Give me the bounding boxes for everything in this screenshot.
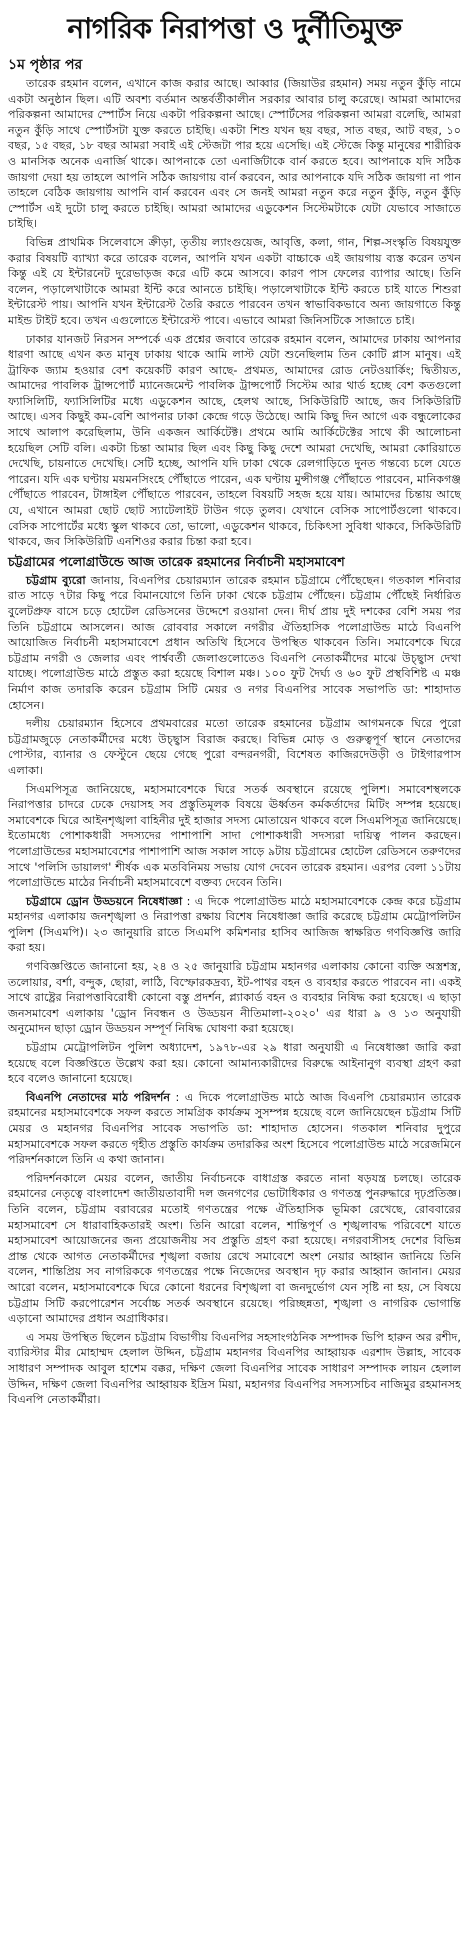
article-headline: নাগরিক নিরাপত্তা ও দুর্নীতিমুক্ত bbox=[67, 12, 402, 45]
paragraph: সিএমপিসূত্র জানিয়েছে, মহাসমাবেশকে ঘিরে সতর্ক অবস্থানে রয়েছে পুলিশ। সমাবেশস্থলকে নিরাপত্তার চাদরে ঢেকে দেয়াসহ সব প্রস্তুতিমূলক বিষয়ে ঊর্ধ্বতন কর্মকর্তাদের মিটিং সম্পন্ন হয়েছে। সমাবেশকে ঘিরে আইনশৃঙ্খলা বাহিনীর দুই হাজার সদস্য মোতায়েন থাকবে বলে সিএমপিসূত্র জানিয়েছে। ইতোমধ্যে পোশাকধারী সদস্যদের পাশাপাশি সাদা পোশাকধারী সদস্যরা দায়িত্ব পালন করছেন। পলোগ্রাউন্ডের মহাসমাবেশের পাশাপাশি আজ সকাল সাড়ে ৯টায় চট্টগ্রামের হোটেল রেডিসনে তরুণদের সাথে 'পলিসি ডায়ালগ' শীর্ষক এক মতবিনিময় সভায় যোগ দেবেন তারেক রহমান। এরপর বেলা ১১টায় পলোগ্রাউন্ডে মাঠের নির্বাচনী মহাসমাবেশে বক্তব্য দেবেন তিনি। bbox=[8, 782, 461, 890]
paragraph: চট্টগ্রাম মেট্রোপলিটন পুলিশ অধ্যাদেশ, ১৯৭৮-এর ২৯ ধারা অনুযায়ী এ নিষেধাজ্ঞা জারি করা হয়েছে বলে বিজ্ঞপ্তিতে উল্লেখ করা হয়। কোনো আমান্যকারীদের বিরুদ্ধে আইনানুগ ব্যবস্থা গ্রহণ করা হবে বলেও জানানো হয়েছে। bbox=[8, 1041, 461, 1086]
paragraph bbox=[8, 573, 461, 713]
paragraph: বিভিন্ন প্রাথমিক সিলেবাসে ক্রীড়া, তৃতীয় ল্যাংগুয়েজ, আবৃত্তি, কলা, গান, শিল্প-সংস্কৃতি বিষয়যুক্ত করার বিষয়টি ব্যাখ্যা করে তারেক বলেন, আপনি যখন একটা বাচ্চাকে এই জায়গায় ব্যস্ত করেন তখন কিন্তু এই যে ইন্টারনেট দুরেভাড়জ করে এটি কমে আসবে। কারণ পাস ফেলের ব্যাপার আছে। তিনি বলেন, পড়ালেখাটাকে আমরা ইন্টি করে আনতে চাইছি। পড়ালেখাটাকে ইন্টি করতে চাই যাতে শিশুরা ইন্টারেস্ট পায়। আপনি যখন ইন্টারেস্ট তৈরি করতে পারবেন তখন স্বাভাবিকভাবে অন্য জায়গাতে কিন্তু মাইন্ড টাইট হবে। তখন এগুলোতে ইন্টারেস্ট পাবে। এভাবে আমরা জিনিসটিকে সাজাতে চাই। bbox=[8, 235, 461, 327]
inline-subheading: চট্টগ্রামে ড্রোন উড্ডয়নে নিষেধাজ্ঞা bbox=[26, 894, 183, 908]
paragraph-text: জানায়, বিএনপির চেয়ারম্যান তারেক রহমান চট্টগ্রামে পৌঁছেছেন। গতকাল শনিবার রাত সাড়ে ৭টার কিছু পরে বিমানযোগে তিনি ঢাকা থেকে চট্টগ্রাম পৌঁছেন। চট্টগ্রাম পৌঁছেই নির্ধারিত বুলেটপ্রুফ বাসে চড়ে হোটেল রেডিসনের উদ্দেশে রওয়ানা দেন। দীর্ঘ প্রায় দুই দশকের বেশি সময় পর তিনি চট্টগ্রামে আসলেন। আজ রোববার সকালে নগরীর ঐতিহাসিক পলোগ্রাউন্ড মাঠে বিএনপি আয়োজিত নির্বাচনী মহাসমাবেশে প্রধান অতিথি হিসেবে উপস্থিত থাকবেন তিনি। সমাবেশকে ঘিরে চট্টগ্রাম নগরী ও জেলার এবং পার্শ্ববর্তী জেলাগুলোতেও বিএনপি নেতাকর্মীদের মাঝে উচ্ছ্বাস দেখা যাচ্ছে। পলোগ্রাউন্ড মাঠে প্রস্তুত করা হয়েছে বিশাল মঞ্চ। ১০০ ফুট দৈর্ঘ্য ও ৬০ ফুট প্রস্থবিশিষ্ট এ মঞ্চ নির্মাণ কাজ তদারকি করেন চট্টগ্রাম সিটি মেয়র ও নগর বিএনপির সাবেক সভাপতি ডা: শাহাদাত হোসেন। bbox=[8, 573, 461, 712]
paragraph bbox=[8, 1090, 461, 1168]
paragraph: এ সময় উপস্থিত ছিলেন চট্টগ্রাম বিভাগীয় বিএনপির সহসাংগঠনিক সম্পাদক ভিপি হারুন অর রশীদ, ব্যারিস্টার মীর মোহাম্মদ হেলাল উদ্দিন, চট্টগ্রাম মহানগর বিএনপির আহ্বায়ক এরশাদ উল্লাহ, সাবেক সাধারণ সম্পাদক আবুল হাশেম বক্কর, দক্ষিণ জেলা বিএনপির সাবেক সাধারণ সম্পাদক লায়ন হেলাল উদ্দিন, দক্ষিণ জেলা বিএনপির আহ্বায়ক ইদ্রিস মিয়া, মহানগর বিএনপির সদস্যসচিব নাজিমুর রহমানসহ বিএনপি নেতাকর্মীরা। bbox=[8, 1330, 461, 1407]
section-subheading: চট্টগ্রামের পলোগ্রাউন্ডে আজ তারেক রহমানের নির্বাচনী মহাসমাবেশ bbox=[8, 553, 345, 569]
paragraph: পরিদর্শনকালে মেয়র বলেন, জাতীয় নির্বাচনকে বাধাগ্রস্ত করতে নানা ষড়যন্ত্র চলছে। তারেক রহমানের নেতৃত্বে বাংলাদেশ জাতীয়তাবাদী দল জনগণের ভোটাধিকার ও গণতন্ত্র পুনরুদ্ধারে দৃঢ়প্রতিজ্ঞ। তিনি বলেন, চট্টগ্রাম বরাবরের মতোই গণতন্ত্রের পক্ষে ঐতিহাসিক ভূমিকা রেখেছে, রোববারের মহাসমাবেশ সে ধারাবাহিকতারই অংশ। তিনি আরো বলেন, শান্তিপূর্ণ ও শৃঙ্খলাবদ্ধ পরিবেশে যাতে মহাসমাবেশ আয়োজনের জন্য প্রয়োজনীয় সব প্রস্তুতি গ্রহণ করা হয়েছে। নগরবাসীসহ দেশের বিভিন্ন প্রান্ত থেকে আগত নেতাকর্মীদের শৃঙ্খলা বজায় রেখে সমাবেশে অংশ নেয়ার আহ্বান জানিয়ে তিনি বলেন, শান্তিপ্রিয় সব নাগরিককে গণতন্ত্রের পক্ষে নিজেদের অবস্থান দৃঢ় করার আহ্বান জানান। মেয়র আরো বলেন, মহাসমাবেশকে ঘিরে কোনো ধরনের বিশৃঙ্খলা বা জনদুর্ভোগ যেন সৃষ্টি না হয়, সে বিষয়ে চট্টগ্রাম সিটি করপোরেশন সর্বোচ্চ সতর্ক অবস্থানে রয়েছে। পরিচ্ছন্নতা, শৃঙ্খলা ও নাগরিক ভোগান্তি এড়ানো আমাদের প্রধান অগ্রাধিকার। bbox=[8, 1171, 461, 1326]
paragraph-text: : এ দিকে পলোগ্রাউন্ড মাঠে মহাসমাবেশকে কেন্দ্র করে চট্টগ্রাম মহানগর এলাকায় জনশৃঙ্খলা ও নিরাপত্তা রক্ষায় বিশেষ নিষেধাজ্ঞা জারি করেছে চট্টগ্রাম মেট্রোপলিটন পুলিশ (সিএমপি)। ২৩ জানুয়ারি রাতে সিএমপি কমিশনার হাসিব আজিজ স্বাক্ষরিত গণবিজ্ঞপ্তি জারি করা হয়। bbox=[8, 894, 462, 955]
paragraph-text: : এ দিকে পলোগ্রাউন্ড মাঠে আজ বিএনপি চেয়ারম্যান তারেক রহমানের মহাসমাবেশকে সফল করতে সামগ্রিক কার্যক্রম সুসম্পন্ন হয়েছে বলে জানিয়েছেন চট্টগ্রাম সিটি মেয়র ও মহানগর বিএনপির সাবেক সভাপতি ডা: শাহাদাত হোসেন। গতকাল শনিবার দুপুরে মহাসমাবেশকে সফল করতে গৃহীত প্রস্তুতি কার্যক্রম তদারকির অংশ হিসেবে পলোগ্রাউন্ড মাঠে সরেজমিনে পরিদর্শনকালে তিনি এ কথা জানান। bbox=[8, 1090, 461, 1167]
paragraph: ঢাকার যানজট নিরসন সম্পর্কে এক প্রশ্নের জবাবে তারেক রহমান বলেন, আমাদের ঢাকায় আপনার ধারণা আছে এখন কত মানুষ ঢাকায় থাকে আমি লাস্ট যেটা শুনেছিলাম তিন কোটি প্লাস মানুষ। এই ট্রাফিক জ্যাম হওয়ার বেশ কয়েকটি কারণ আছে- প্রথমত, আমাদের রোড নেটওয়ার্কিং; দ্বিতীয়ত, আমাদের পাবলিক ট্রান্সপোর্ট ম্যানেজমেন্ট পাবলিক ট্রান্সপোর্ট সিস্টেম আর থার্ড হচ্ছে বেশ কতগুলো ফ্যাসিলিটি, ফ্যাসিলিটির মধ্যে এডুকেশন আছে, হেলথ আছে, সিকিউরিটি আছে, জব সিকিউরিটি আছে। এসব কিছুই কম-বেশি আপনার ঢাকা কেন্দ্রে গড়ে উঠেছে। আমি কিছু দিন আগে এক বন্ধুলোকের সাথে আলাপ করেছিলাম, উনি একজন আর্কিটেক্ট। প্রথমে আমি আর্কিটেক্টের সাথে কী আলোচনা হয়েছিল সেটি বলি। একটা চিন্তা আমার ছিল এবং কিছু কিছু দেশে আমরা দেখেছি, আমরা কোরিয়াতে দেখেছি, চায়নাতে দেখেছি। সেটি হচ্ছে, আপনি যদি ঢাকা থেকে রেলগাড়িতে দুনত গন্তব্যে চলে যেতে পারেন। যদি এক ঘণ্টায় ময়মনসিংহে পৌঁছাতে পারেন, এক ঘণ্টায় মুন্সীগঞ্জ পৌঁছাতে পারবেন, মানিকগঞ্জ পৌঁছাতে পারবেন, টাঙ্গাইল পৌঁছাতে পারবেন, তাহলে বিষয়টি সহজ হয়ে যায়। আমাদের চিন্তায় আছে যে, এখানে আমরা ছোট ছোট স্যাটেলাইট টাউন গড়ে তুলব। যেখানে বেসিক সাপোর্টগুলো থাকবে। বেসিক সাপোর্টের মধ্যে স্কুল থাকবে তো, ভালো, এডুকেশন থাকবে, চিকিৎসা সুবিধা থাকবে, সিকিউরিটি থাকবে, জব সিকিউরিটি এনশিওর করার চিন্তা করা হবে। bbox=[8, 332, 461, 549]
paragraph: তারেক রহমান বলেন, এখানে কাজ করার আছে। আব্বার (জিয়াউর রহমান) সময় নতুন কুঁড়ি নামে একটা অনুষ্ঠান ছিল। এটি অবশ্য বর্তমান অন্তর্বর্তীকালীন সরকার আবার চালু করেছে। আমরা আমাদের পরিকল্পনা আমাদের স্পোর্টস নিয়ে একটা পরিকল্পনা আছে। স্পোর্টসের পরিকল্পনা আমরা বলেছি, আমরা নতুন কুঁড়ি সাথে স্পোর্টসটা যুক্ত করতে চাইছি। একটা শিশু যখন ছয় বছর, সাত বছর, আট বছর, ১০ বছর, ১৫ বছর, ১৮ বছর আমরা সবাই এই স্টেজটা পার হয়ে এসেছি। এই স্টেজে কিন্তু মানুষের শারীরিক ও মানসিক অনেক এনার্জি থাকে। আপনাকে তো এনার্জিটাকে বার্ন করতে হবে। আপনাকে যদি সঠিক জায়গা দেয়া হয় তাহলে আপনি সঠিক জায়গায় বার্ন করবেন, আর আপনাকে যদি সঠিক জায়গা না পান তাহলে বেঠিক জায়গায় আপনি বার্ন করবেন এবং সে জনই আমরা নতুন করে নতুন কুঁড়ি, নতুন কুঁড়ি স্পোর্টস এই দুটো চালু করতে চাইছি। আমরা আমাদের এডুকেশন সিস্টেমটাকে যেটা যেভাবে সাজাতে চাইছি। bbox=[8, 77, 461, 231]
inline-subheading: বিএনপি নেতাদের মাঠ পরিদর্শন bbox=[26, 1090, 170, 1104]
continued-label: ১ম পৃষ্ঠার পর bbox=[8, 57, 83, 73]
dateline: চট্টগ্রাম ব্যুরো bbox=[26, 573, 86, 587]
paragraph bbox=[8, 894, 461, 956]
paragraph: দলীয় চেয়ারম্যান হিসেবে প্রথমবারের মতো তারেক রহমানের চট্টগ্রাম আগমনকে ঘিরে পুরো চট্টগ্রামজুড়ে নেতাকর্মীদের মধ্যে উচ্ছ্বাস বিরাজ করছে। বিভিন্ন মোড় ও গুরুত্বপূর্ণ স্থানে নেতাদের পোস্টার, ব্যানার ও ফেস্টুনে ছেয়ে গেছে পুরো বন্দরনগরী, বিশেষত কাজিরদেউড়ী ও টাইগারপাস এলাকা। bbox=[8, 717, 461, 777]
paragraph: গণবিজ্ঞপ্তিতে জানানো হয়, ২৪ ও ২৫ জানুয়ারি চট্টগ্রাম মহানগর এলাকায় কোনো ব্যক্তি অস্ত্রশস্ত্র, তলোয়ার, বর্শা, বন্দুক, ছোরা, লাঠি, বিস্ফোরকদ্রব্য, ইট-পাথর বহন ও ব্যবহার করতে পারবেন না। একই সাথে রাষ্ট্রের নিরাপত্তাবিরোধী কোনো বস্তু প্রদর্শন, প্ল্যাকার্ড বহন ও ব্যবহার নিষিদ্ধ করা হয়েছে। এ ছাড়া জনসমাবেশ এলাকায় 'ড্রোন নিবন্ধন ও উড্ডয়ন নীতিমালা-২০২০' এর ধারা ৯ ও ১৩ অনুযায়ী অনুমোদন ছাড়া ড্রোন উড্ডয়ন সম্পূর্ণ নিষিদ্ধ ঘোষণা করা হয়েছে। bbox=[8, 960, 461, 1036]
